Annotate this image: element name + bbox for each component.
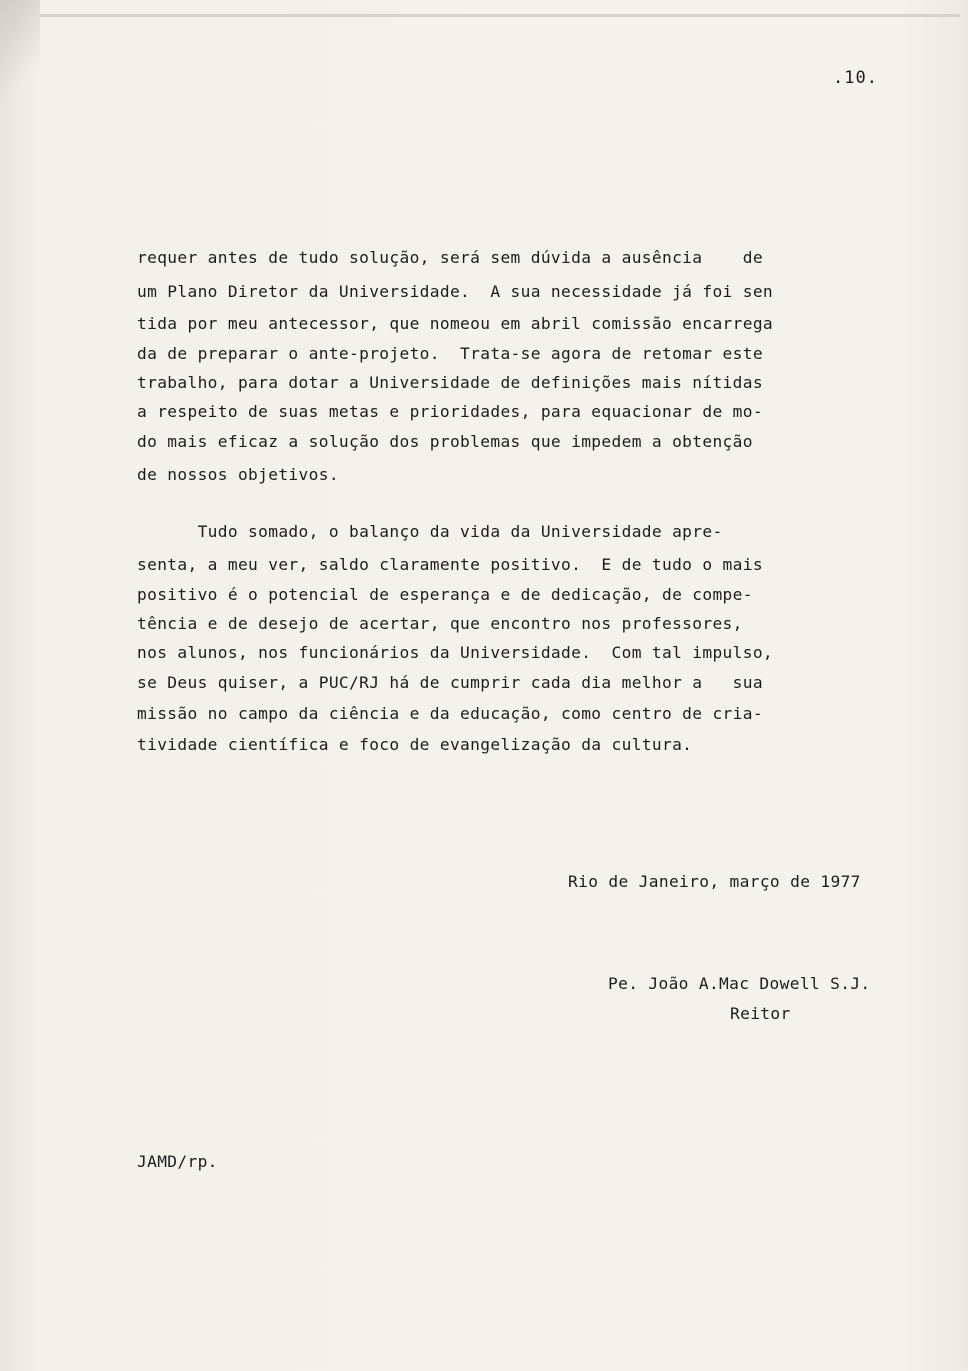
signatory-name: Pe. João A.Mac Dowell S.J.: [608, 974, 871, 993]
body-line: nos alunos, nos funcionários da Universidade. Com tal impulso,: [137, 643, 774, 662]
reference-initials: JAMD/rp.: [137, 1152, 218, 1171]
body-line: senta, a meu ver, saldo claramente positivo. E de tudo o mais: [137, 555, 763, 574]
body-line: se Deus quiser, a PUC/RJ há de cumprir cada dia melhor a sua: [137, 673, 763, 692]
place-date: Rio de Janeiro, março de 1977: [568, 872, 861, 891]
page-fold-mark: [0, 0, 40, 110]
body-line: do mais eficaz a solução dos problemas que impedem a obtenção: [137, 432, 753, 451]
page-top-edge: [40, 14, 960, 17]
page-number: .10.: [833, 68, 878, 88]
body-line: missão no campo da ciência e da educação, como centro de cria-: [137, 704, 763, 723]
body-line: da de preparar o ante-projeto. Trata-se agora de retomar este: [137, 344, 763, 363]
body-line: Tudo somado, o balanço da vida da Universidade apre-: [137, 522, 723, 541]
body-line: positivo é o potencial de esperança e de dedicação, de compe-: [137, 585, 753, 604]
body-line: tividade científica e foco de evangelização da cultura.: [137, 735, 693, 754]
signatory-title: Reitor: [730, 1004, 791, 1023]
body-line: tência e de desejo de acertar, que encontro nos professores,: [137, 614, 743, 633]
body-line: trabalho, para dotar a Universidade de definições mais nítidas: [137, 373, 763, 392]
body-line: tida por meu antecessor, que nomeou em abril comissão encarrega: [137, 314, 774, 333]
body-line: requer antes de tudo solução, será sem dúvida a ausência de: [137, 248, 763, 267]
body-line: um Plano Diretor da Universidade. A sua necessidade já foi sen: [137, 282, 774, 301]
body-line: de nossos objetivos.: [137, 465, 339, 484]
body-line: a respeito de suas metas e prioridades, para equacionar de mo-: [137, 402, 763, 421]
